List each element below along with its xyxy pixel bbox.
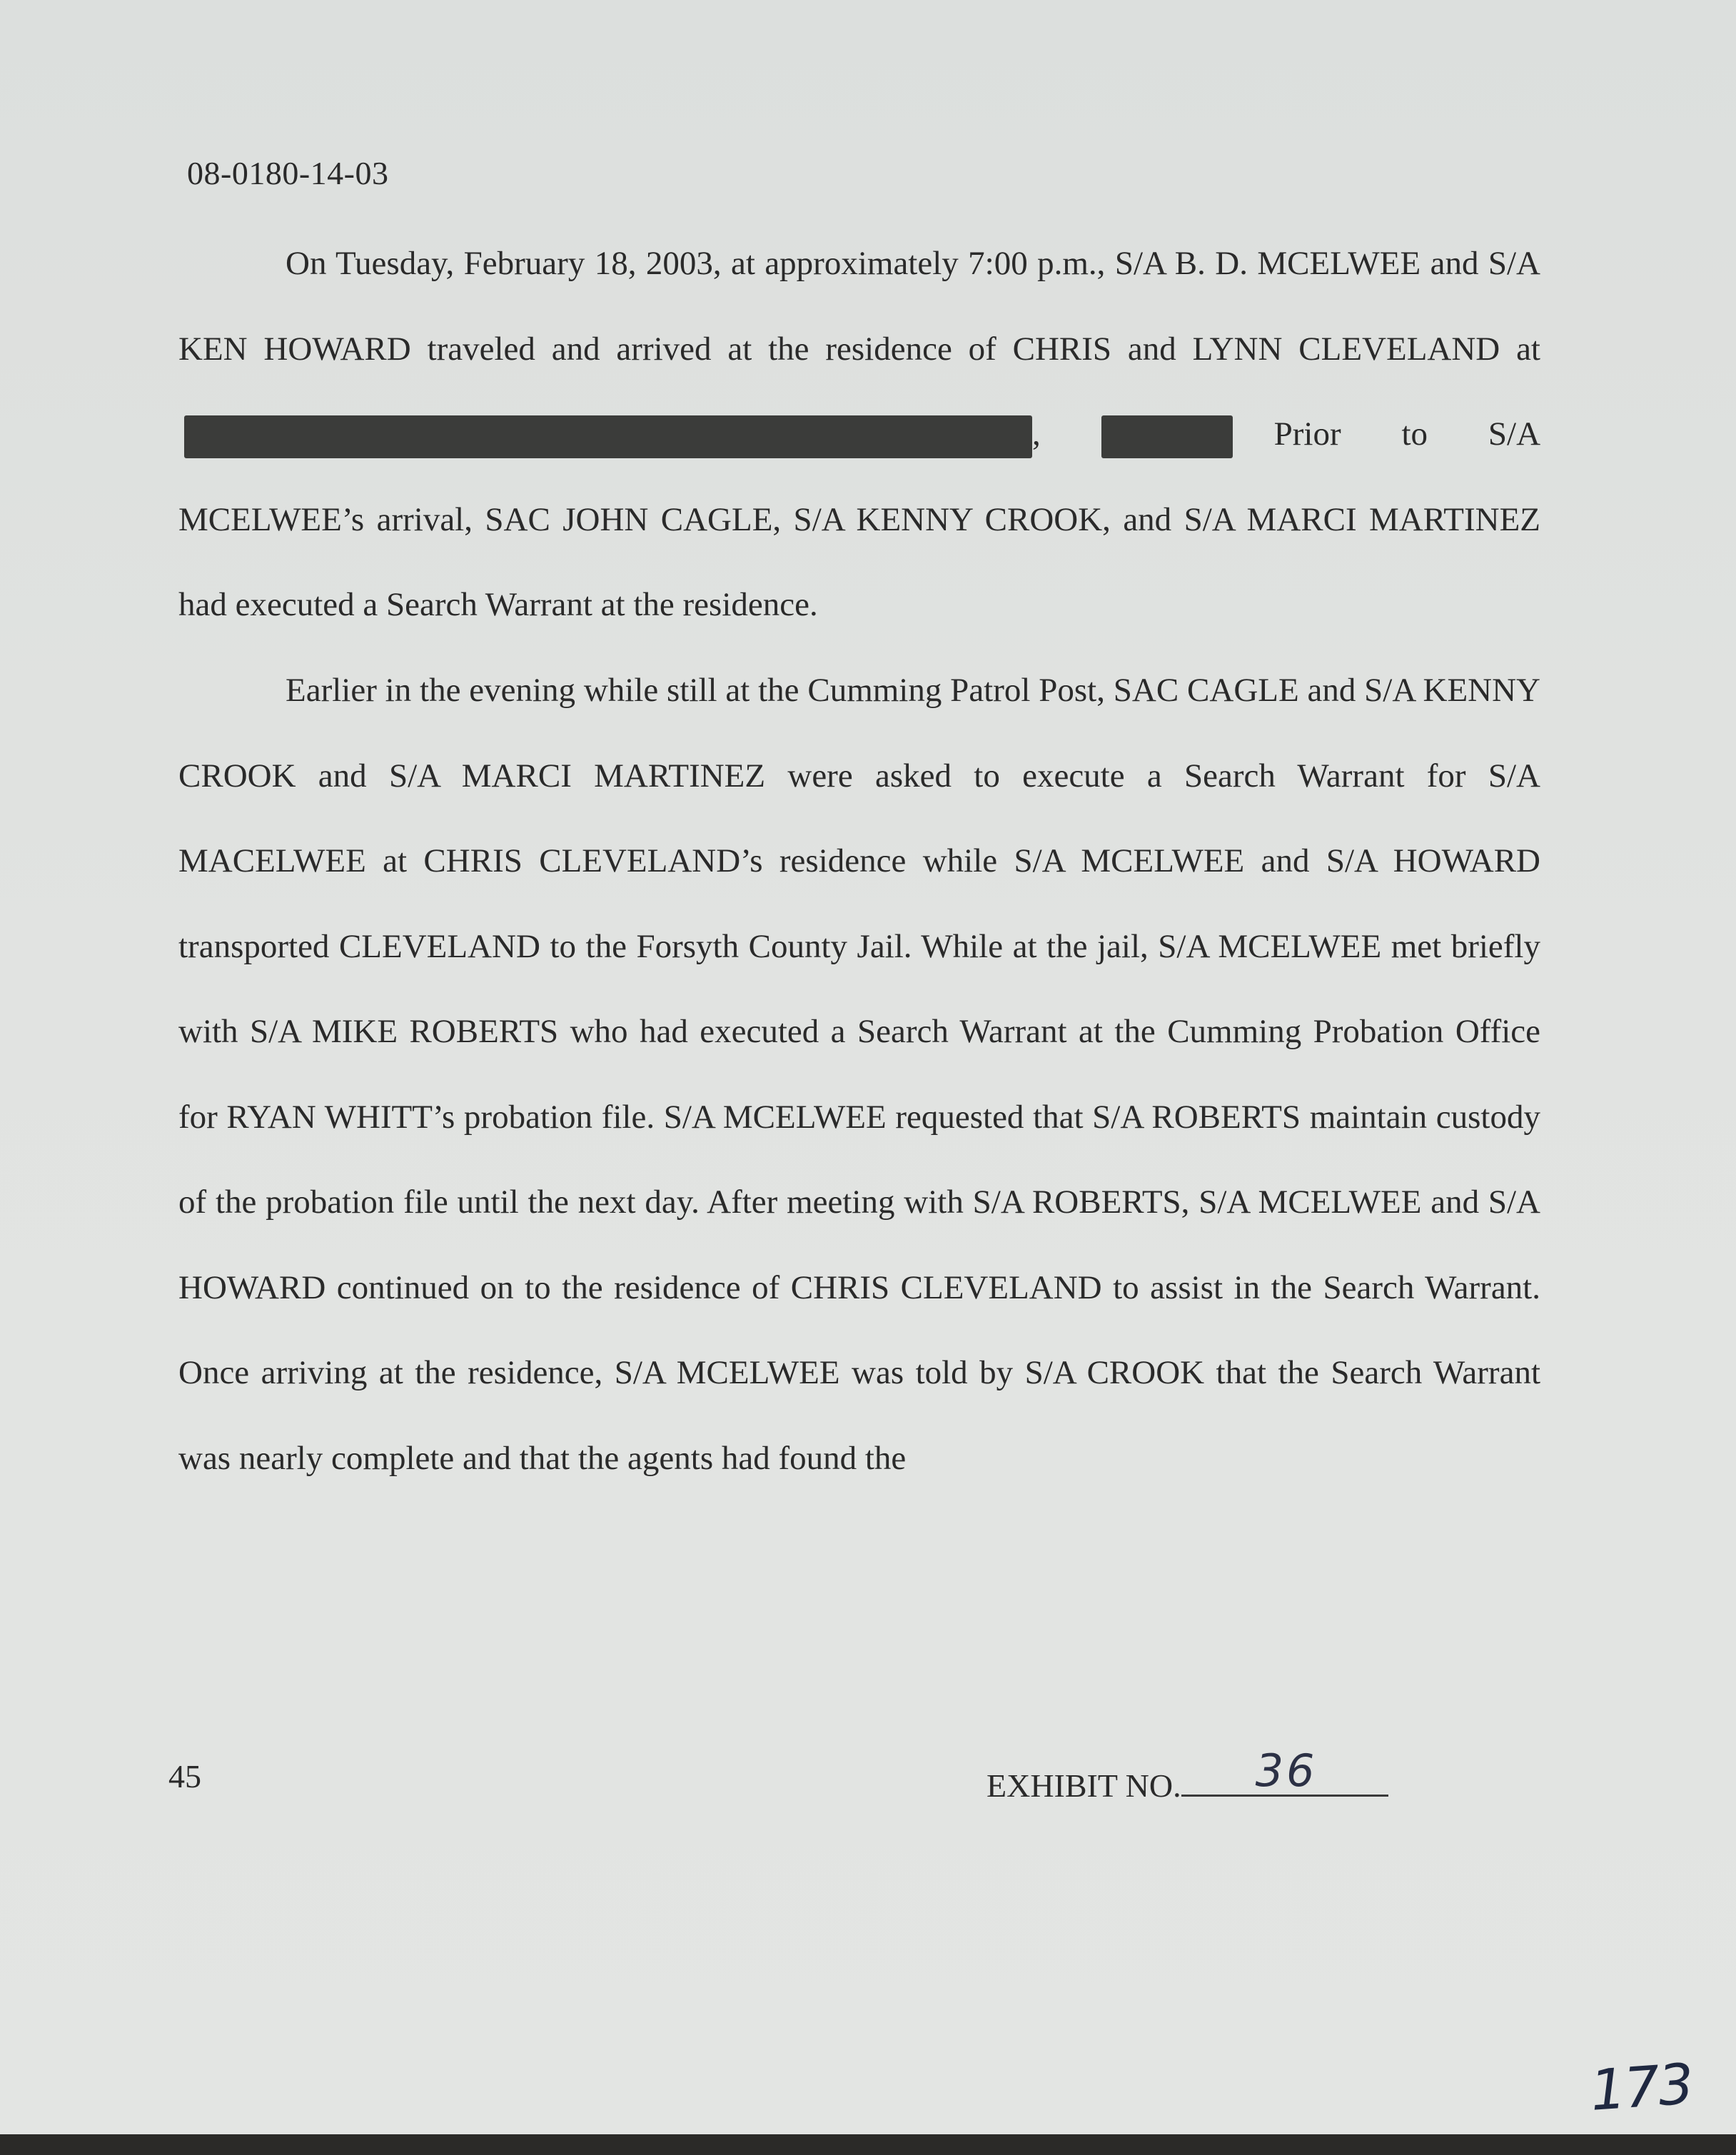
exhibit-number: 36: [1255, 1745, 1318, 1797]
paragraph-1-text-b: ,: [1032, 415, 1041, 453]
case-number: 08-0180-14-03: [187, 155, 389, 191]
scan-edge: [0, 2134, 1736, 2155]
exhibit-stamp: [986, 1745, 1388, 1805]
paragraph-2-text: Earlier in the evening while still at the Cumming Patrol Post, SAC CAGLE and S/A KENNY CROOK and S/A MARCI MARTINEZ were asked to execute a Search Warrant for S/A MACELWEE at CHRIS CLEVELAND’s residence while S/A MCELWEE and S/A HOWARD transported CLEVELAND to the Forsyth County Jail. While at the jail, S/A MCELWEE met briefly with S/A MIKE ROBERTS who had executed a Search Warrant at the Cumming Probation Office for RYAN WHITT’s probation file. S/A MCELWEE requested that S/A ROBERTS maintain custody of the probation file until the next day. After meeting with S/A ROBERTS, S/A MCELWEE and S/A HOWARD continued on to the residence of CHRIS CLEVELAND to assist in the Search Warrant. Once arriving at the residence, S/A MCELWEE was told by S/A CROOK that the Search Warrant was nearly complete and that the agents had found the: [178, 672, 1540, 1477]
paragraph-1-text-a: On Tuesday, February 18, 2003, at approximately 7:00 p.m., S/A B. D. MCELWEE and S/A KEN HOWARD traveled and arrived at the residence of CHRIS and LYNN CLEVELAND at: [178, 245, 1540, 368]
handwritten-page-number: 173: [1588, 2052, 1695, 2124]
redaction-bar: [184, 415, 1032, 458]
paragraph-1-text-c: Prior to S/A MCELWEE’s arrival, SAC JOHN CAGLE, S/A KENNY CROOK, and S/A MARCI MARTINEZ had executed a Search Warrant at the residence.: [178, 415, 1541, 623]
exhibit-label: EXHIBIT NO.: [986, 1767, 1181, 1804]
redaction-bar: [1101, 415, 1233, 458]
paragraph-1: [178, 221, 1540, 648]
page-number: 45: [168, 1758, 201, 1795]
exhibit-line: [1181, 1745, 1388, 1797]
paragraph-2: [178, 648, 1540, 1501]
